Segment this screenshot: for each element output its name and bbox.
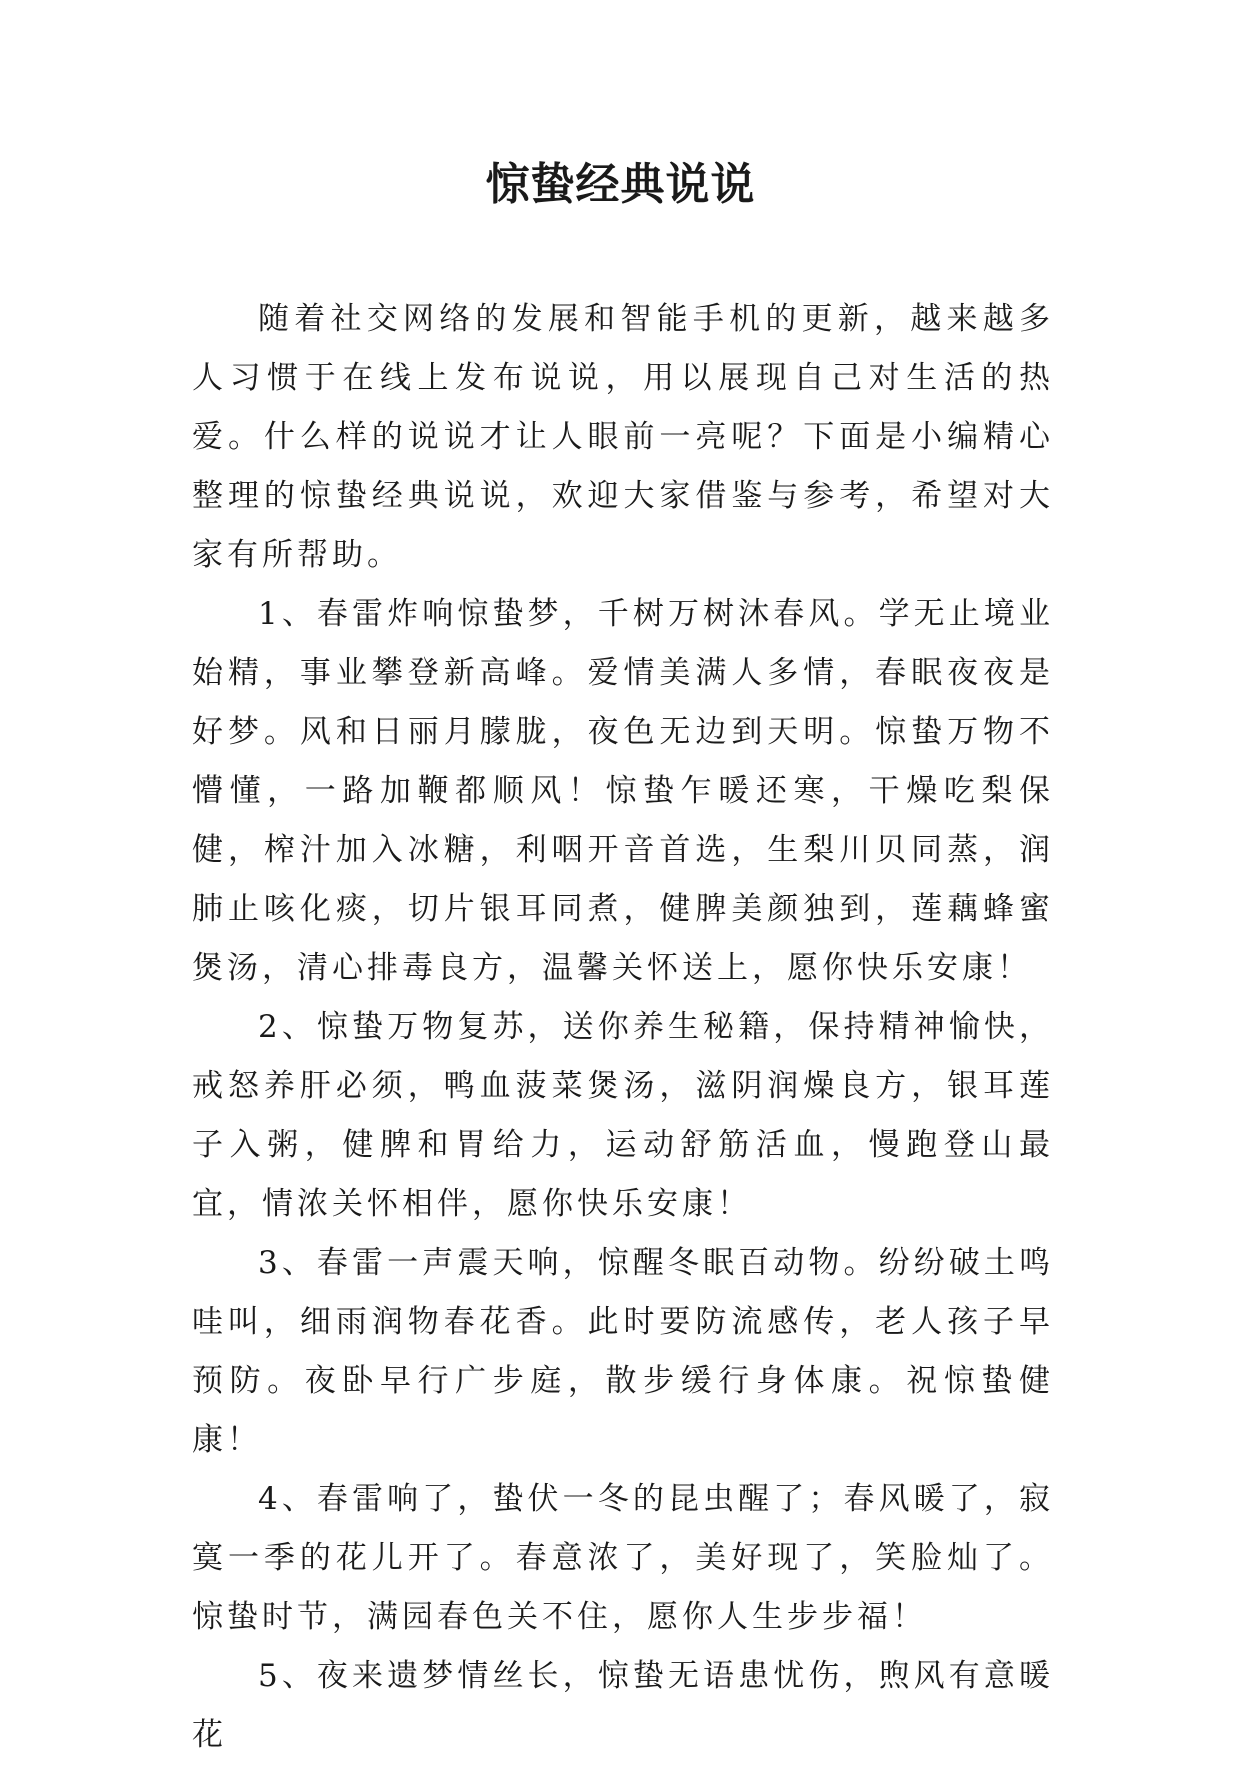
paragraph-item-2: 2、惊蛰万物复苏，送你养生秘籍，保持精神愉快，戒怒养肝必须，鸭血菠菜煲汤，滋阴润燥良方，银耳莲子入粥，健脾和胃给力，运动舒筋活血，慢跑登山最宜，情浓关怀相伴，愿你快乐安康！ xyxy=(192,1009,1054,1222)
document-title: 惊蛰经典说说 xyxy=(485,159,756,210)
paragraph-item-4: 4、春雷响了，蛰伏一冬的昆虫醒了；春风暖了，寂寞一季的花儿开了。春意浓了，美好现了，笑脸灿了。惊蛰时节，满园春色关不住，愿你人生步步福！ xyxy=(192,1481,1054,1635)
paragraph-item-3: 3、春雷一声震天响，惊醒冬眠百动物。纷纷破土鸣哇叫，细雨润物春花香。此时要防流感传，老人孩子早预防。夜卧早行广步庭，散步缓行身体康。祝惊蛰健康！ xyxy=(192,1245,1054,1458)
paragraph-item-5: 5、夜来遗梦情丝长，惊蛰无语患忧伤，煦风有意暖花 xyxy=(192,1658,1054,1753)
paragraph-item-1: 1、春雷炸响惊蛰梦，千树万树沐春风。学无止境业始精，事业攀登新高峰。爱情美满人多情，春眠夜夜是好梦。风和日丽月朦胧，夜色无边到天明。惊蛰万物不懵懂，一路加鞭都顺风！惊蛰乍暖还寒，干燥吃梨保健，榨汁加入冰糖，利咽开音首选，生梨川贝同蒸，润肺止咳化痰，切片银耳同煮，健脾美颜独到，莲藕蜂蜜煲汤，清心排毒良方，温馨关怀送上，愿你快乐安康！ xyxy=(192,596,1054,986)
document-body xyxy=(192,290,1054,1765)
intro-paragraph: 随着社交网络的发展和智能手机的更新，越来越多人习惯于在线上发布说说，用以展现自己对生活的热爱。什么样的说说才让人眼前一亮呢？下面是小编精心整理的惊蛰经典说说，欢迎大家借鉴与参考，希望对大家有所帮助。 xyxy=(192,301,1054,573)
